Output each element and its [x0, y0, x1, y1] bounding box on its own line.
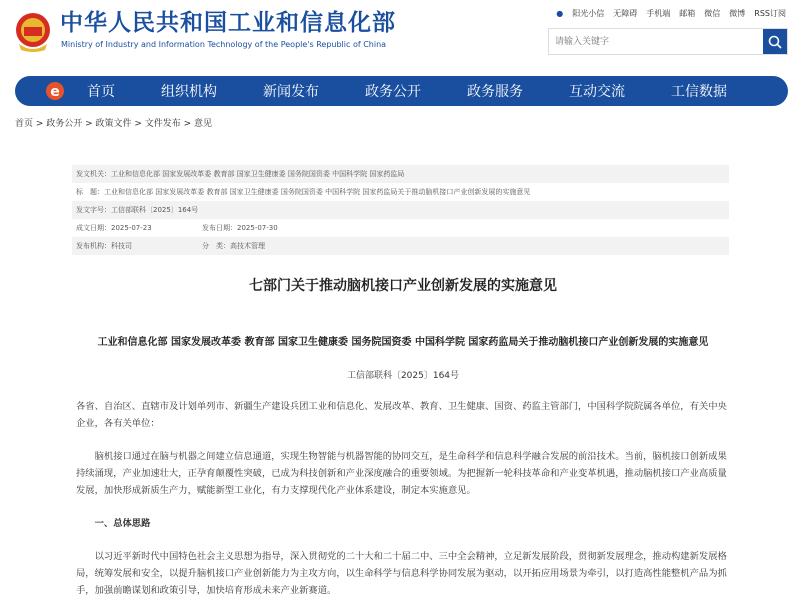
nav-home[interactable]: 首页 [87, 84, 115, 100]
article-subtitle: 工业和信息化部 国家发展改革委 教育部 国家卫生健康委 国务院国资委 中国科学院 国家药监局关于推动脑机接口产业创新发展的实施意见 [97, 337, 709, 348]
info-doc-no: 发文字号：工信部联科〔2025〕164号 [72, 201, 729, 219]
info-issuer: 发文机关：工业和信息化部 国家发展改革委 教育部 国家卫生健康委 国务院国资委 中国科学院 国家药监局 [72, 165, 729, 183]
search-button[interactable] [763, 29, 787, 54]
top-links [556, 8, 786, 20]
top-link[interactable]: RSS订阅 [754, 9, 786, 18]
info-category: 分 类：高技术管理 [202, 242, 265, 250]
search-icon [768, 35, 782, 49]
sunshine-icon: ● [556, 9, 564, 18]
top-link[interactable]: 手机端 [646, 9, 671, 18]
nav-interaction[interactable]: 互动交流 [569, 84, 625, 100]
search-input[interactable] [549, 29, 763, 54]
article-body [76, 276, 730, 599]
section-heading: 一、总体思路 [76, 518, 151, 529]
info-title: 标 题：工业和信息化部 国家发展改革委 教育部 国家卫生健康委 国务院国资委 中国科学院 国家药监局关于推动脑机接口产业创新发展的实施意见 [76, 188, 531, 196]
national-emblem-logo [15, 12, 51, 52]
top-link[interactable]: 阳光小信 [572, 9, 605, 18]
info-publisher: 发布机构：科技司 [76, 242, 132, 250]
breadcrumb[interactable]: 首页 > 政务公开 > 政策文件 > 文件发布 > 意见 [15, 119, 213, 129]
paragraph: 各省、自治区、直辖市及计划单列市、新疆生产建设兵团工业和信息化、发展改革、教育、卫生健康、国资、药监主管部门，中国科学院院属各单位，有关中央企业，各有关单位： [76, 401, 727, 429]
site-subtitle: Ministry of Industry and Information Technology of the People's Republic of China [61, 40, 387, 49]
top-link[interactable]: 微信 [704, 9, 721, 18]
document-info-table [72, 165, 729, 255]
article-title: 七部门关于推动脑机接口产业创新发展的实施意见 [249, 278, 557, 294]
paragraph: 以习近平新时代中国特色社会主义思想为指导，深入贯彻党的二十大和二十届二中、三中全会精神，立足新发展阶段，贯彻新发展理念，推动构建新发展格局，统筹发展和安全，以提升脑机接口产业创新能力为主攻方向，以生命科学与信息科学协同发展为驱动，以开拓应用场景为牵引，以打造高性能整机产品为抓手，加强前瞻谋划和政策引导，加快培育形成未来产业新赛道。 [76, 551, 727, 596]
info-date-written: 成文日期：2025-07-23 [76, 224, 152, 232]
e-logo-icon [45, 81, 65, 101]
site-title[interactable]: 中华人民共和国工业和信息化部 [60, 10, 396, 36]
search-bar [548, 28, 788, 55]
nav-services[interactable]: 政务服务 [467, 84, 523, 100]
top-link[interactable]: 微博 [729, 9, 746, 18]
nav-data[interactable]: 工信数据 [671, 84, 727, 100]
info-dates [72, 219, 729, 237]
top-link[interactable]: 无障碍 [613, 9, 638, 18]
svg-text:e: e [50, 84, 60, 100]
nav-gov-affairs[interactable]: 政务公开 [365, 84, 421, 100]
nav-organization[interactable]: 组织机构 [161, 84, 217, 100]
info-publisher-row [72, 237, 729, 255]
article-doc-no: 工信部联科〔2025〕164号 [346, 371, 460, 381]
info-date-published: 发布日期：2025-07-30 [202, 224, 278, 232]
paragraph: 脑机接口通过在脑与机器之间建立信息通道，实现生物智能与机器智能的协同交互，是生命科学和信息科学融合发展的前沿技术。当前，脑机接口创新成果持续涌现，产业加速壮大，正孕育颠覆性突破，已成为科技创新和产业深度融合的重要领域。为把握新一轮科技革命和产业变革机遇，推动脑机接口产业高质量发展，加快形成新质生产力，赋能新型工业化，有力支撑现代化产业体系建设，制定本实施意见。 [76, 451, 727, 496]
nav-news[interactable]: 新闻发布 [263, 84, 319, 100]
top-link[interactable]: 邮箱 [679, 9, 696, 18]
main-nav [15, 76, 788, 106]
